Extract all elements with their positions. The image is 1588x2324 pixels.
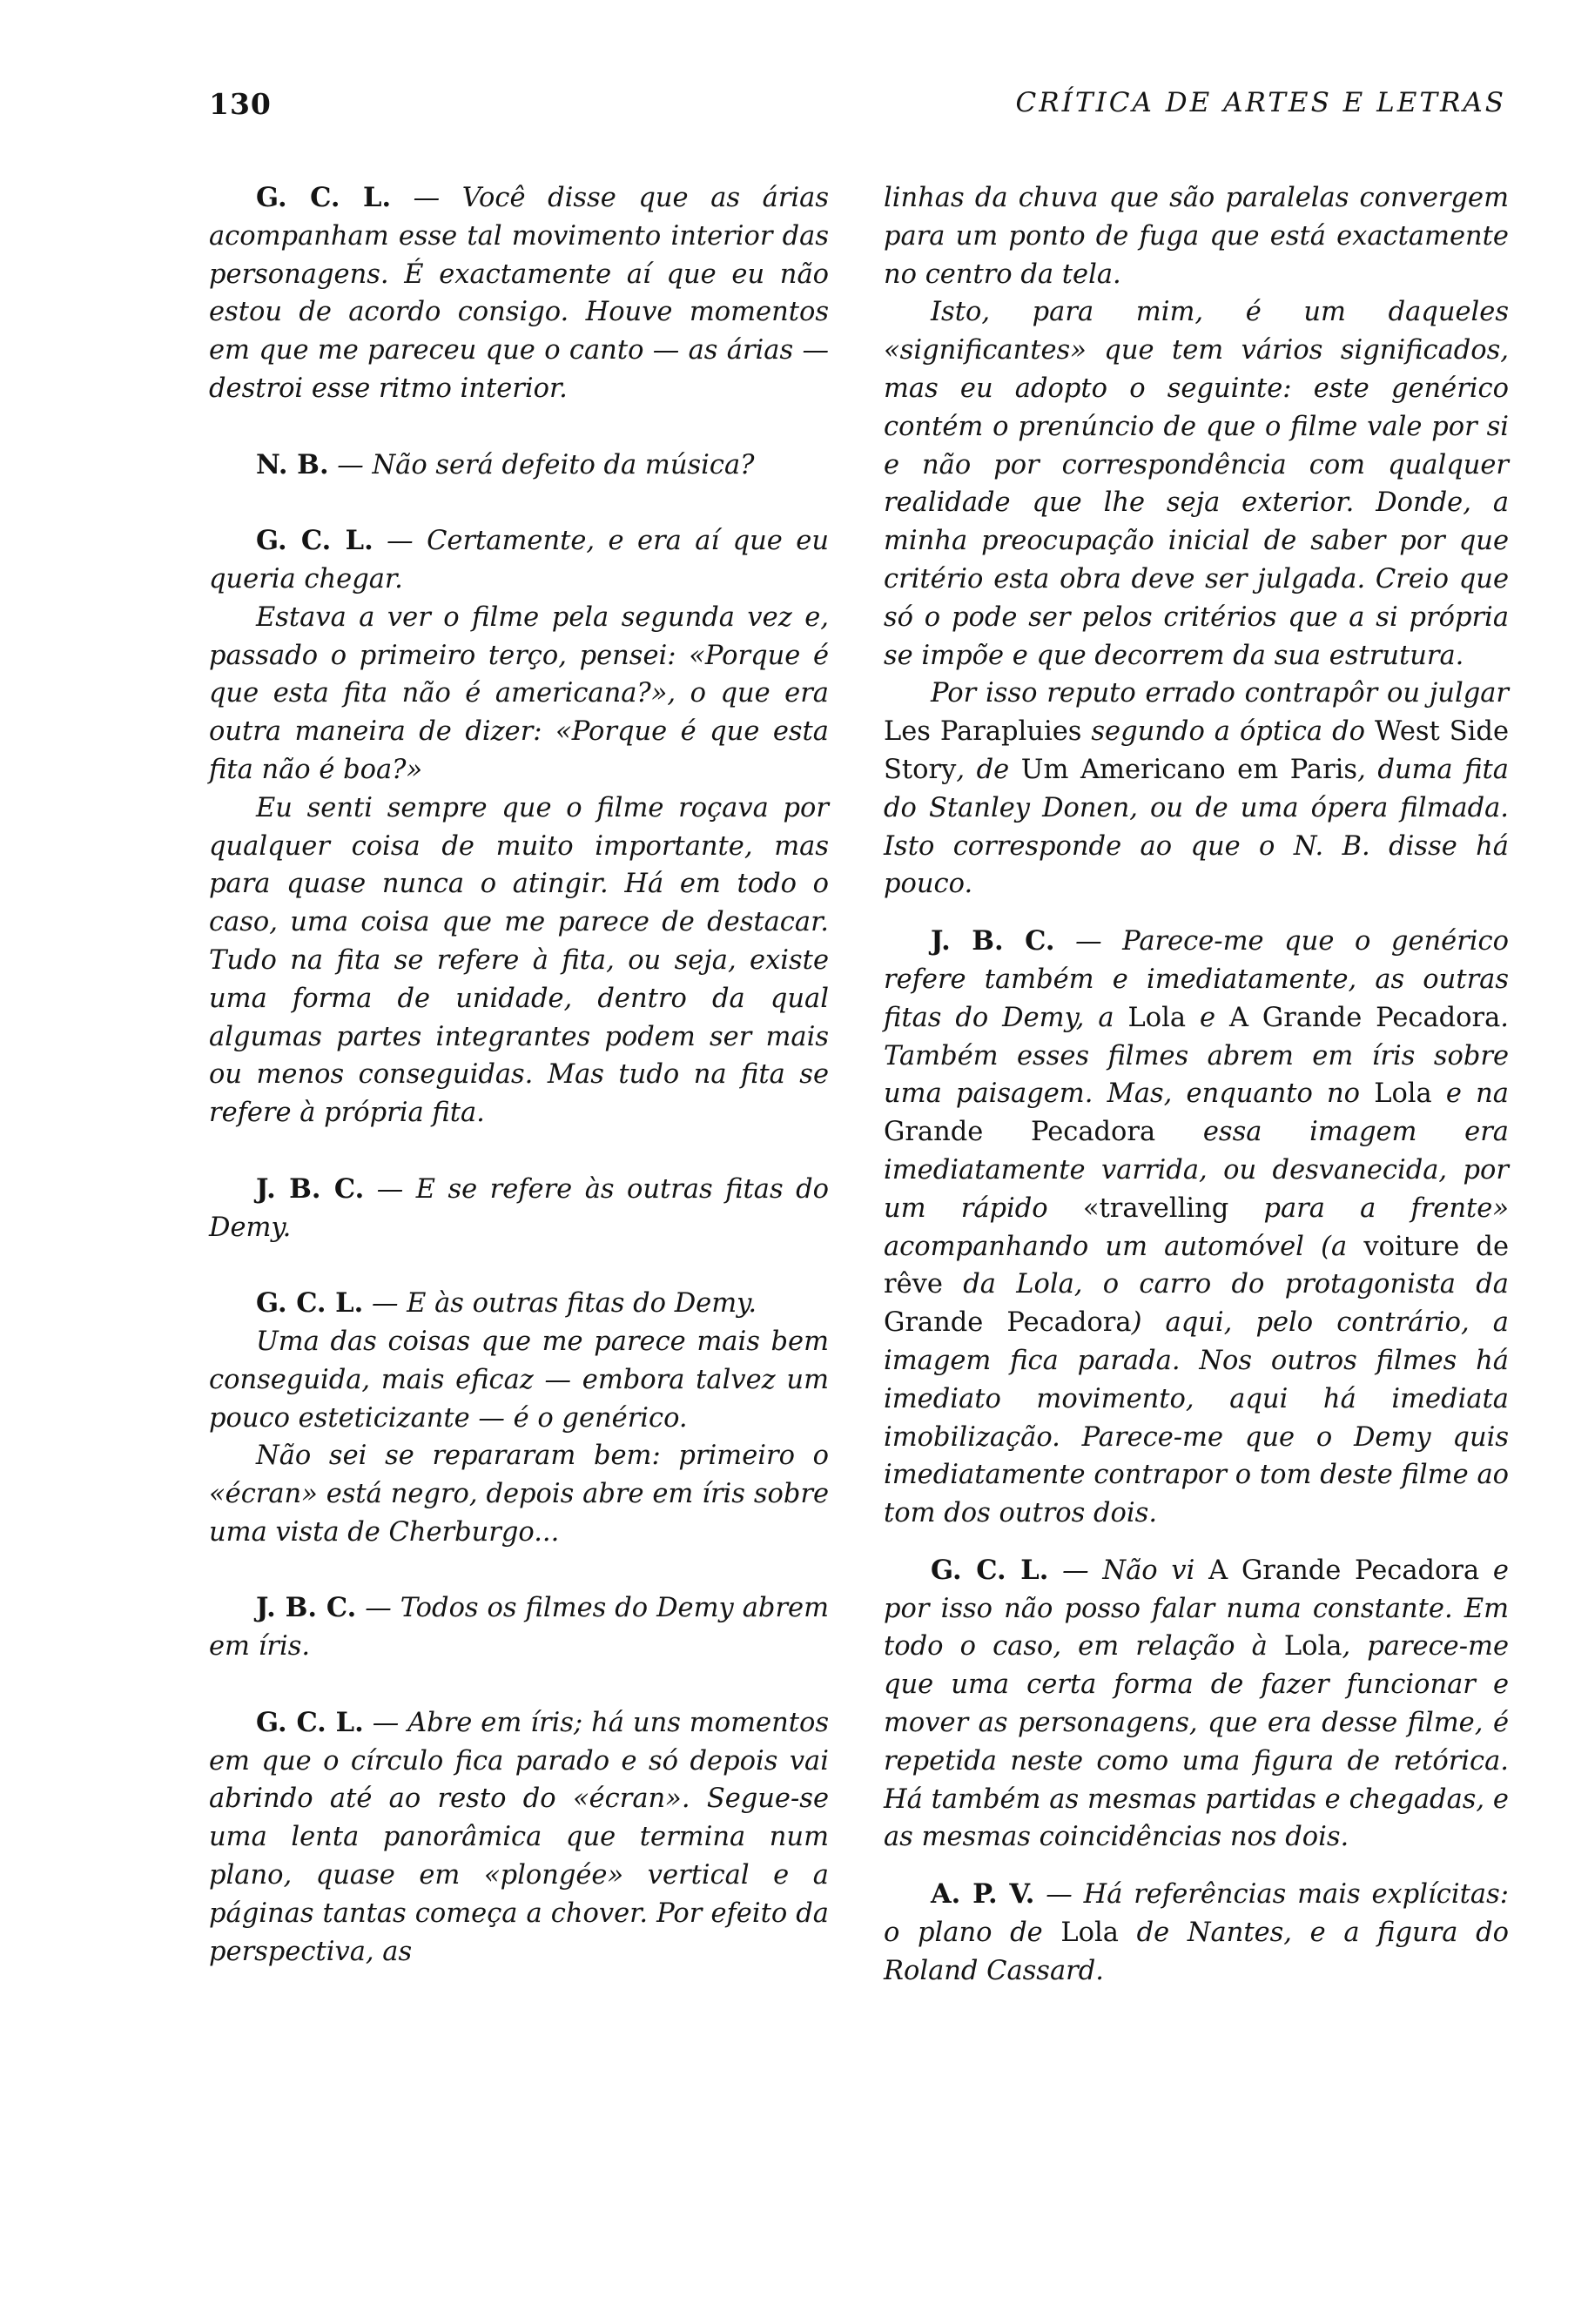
dialogue-paragraph	[209, 179, 829, 408]
paragraph-text: da Lola, o carro do protagonista da	[942, 1269, 1509, 1300]
paragraph-text: — Não vi	[1048, 1555, 1209, 1586]
speaker-initials: J. B. C.	[931, 925, 1055, 957]
paragraph-text: — E às outras fitas do Demy.	[363, 1288, 757, 1320]
film-title: Lola	[1283, 1631, 1342, 1662]
paragraph-text: . Também esses filmes abrem em íris sobre uma paisagem. Mas, enquanto no	[884, 1002, 1509, 1110]
dialogue-paragraph	[884, 293, 1509, 675]
speaker-initials: G. C. L.	[931, 1554, 1049, 1586]
speaker-initials: G. C. L.	[256, 182, 392, 213]
running-title: CRÍTICA DE ARTES E LETRAS	[1015, 87, 1506, 118]
dialogue-paragraph	[884, 1876, 1509, 1990]
right-column	[884, 179, 1509, 1991]
dialogue-paragraph	[209, 1285, 829, 1323]
film-title: A Grande Pecadora	[1228, 1002, 1501, 1033]
paragraph-text: , de	[956, 754, 1021, 785]
dialogue-paragraph	[209, 1704, 829, 1971]
paragraph-text: ) aqui, pelo contrário, a imagem fica parada. Nos outros filmes há imediato movimento, aqui há imediata imobilização. Parece-me que o Demy quis imediatamente contrapor o tom deste filme ao tom dos outros dois.	[884, 1307, 1509, 1529]
speaker-initials: G. C. L.	[256, 525, 373, 557]
paragraph-text: e por isso não posso falar numa constante. Em todo o caso, em relação à	[884, 1555, 1509, 1662]
film-title: Um Americano em Paris	[1020, 754, 1358, 785]
dialogue-paragraph	[209, 1589, 829, 1666]
dialogue-paragraph	[884, 675, 1509, 903]
paragraph-text: — Não será defeito da música?	[328, 449, 755, 480]
paragraph-text: — Certamente, e era aí que eu queria chegar.	[209, 526, 829, 594]
paragraph-text: Uma das coisas que me parece mais bem conseguida, mais eficaz — embora talvez um pouco esteticizante — é o genérico.	[209, 1326, 829, 1434]
paragraph-text: — Parece-me que o genérico refere também e imediatamente, as outras fitas do Demy, a	[884, 926, 1509, 1033]
paragraph-text: — Abre em íris; há uns momentos em que o círculo fica parado e só depois vai abrindo até ao resto do «écran». Segue-se uma lenta panorâmica que termina num plano, quase em «plongée» vertical e a páginas tantas começa a chover. Por efeito da perspectiva, as	[209, 1707, 829, 1967]
film-title: Lola	[1060, 1918, 1119, 1949]
paragraph-text: — Você disse que as árias acompanham esse tal movimento interior das personagens. É exactamente aí que eu não estou de acordo consigo. Houve momentos em que me pareceu que o canto — as árias — destroi esse ritmo interior.	[209, 183, 829, 404]
paragraph-text: , parece-me que uma certa forma de fazer funcionar e mover as personagens, que era desse filme, é repetida neste como uma figura de retórica. Há também as mesmas partidas e chegadas, e as mesmas coincidências nos dois.	[884, 1631, 1509, 1853]
paragraph-text: essa imagem era imediatamente varrida, ou desvanecida, por um rápido	[884, 1117, 1509, 1224]
paragraph-text: Isto, para mim, é um daqueles «significantes» que tem vários significados, mas eu adopto o seguinte: este genérico contém o prenúncio de que o filme vale por si e não por correspondência com qualquer realidade que lhe seja exterior. Donde, a minha preocupação inicial de saber por que critério esta obra deve ser julgada. Creio que só o pode ser pelos critérios que a si própria se impõe e que decorrem da sua estrutura.	[884, 297, 1509, 671]
paragraph-text: linhas da chuva que são paralelas convergem para um ponto de fuga que está exactamente no centro da tela.	[884, 183, 1509, 290]
left-column	[209, 179, 829, 1971]
speaker-initials: N. B.	[256, 448, 329, 480]
speaker-initials: A. P. V.	[931, 1878, 1035, 1911]
paragraph-text: Por isso reputo errado contrapôr ou julgar	[931, 678, 1509, 709]
film-title: A Grande Pecadora	[1208, 1555, 1480, 1586]
dialogue-paragraph	[209, 447, 829, 485]
film-title: Lola	[1374, 1078, 1432, 1110]
speaker-initials: G. C. L.	[256, 1706, 364, 1738]
paragraph-text: e na	[1431, 1078, 1509, 1110]
dialogue-paragraph	[209, 522, 829, 599]
paragraph-text: segundo a óptica do	[1081, 716, 1375, 748]
page-number: 130	[209, 87, 272, 121]
paragraph-text: Estava a ver o filme pela segunda vez e, passado o primeiro terço, pensei: «Porque é que esta fita não é americana?», o que era outra maneira de dizer: «Porque é que esta fita não é boa?»	[209, 601, 829, 785]
film-title: Grande Pecadora	[884, 1307, 1132, 1339]
film-title: Les Parapluies	[884, 716, 1082, 748]
paragraph-text: e	[1186, 1002, 1229, 1033]
paragraph-text: , duma fita do Stanley Donen, ou de uma ópera filmada. Isto corresponde ao que o N. B. disse há pouco.	[884, 754, 1509, 900]
speaker-initials: J. B. C.	[256, 1172, 365, 1205]
film-title: West Side Story	[884, 716, 1509, 785]
dialogue-paragraph	[884, 179, 1509, 293]
foreign-term: «travelling	[1082, 1192, 1229, 1224]
paragraph-text: Não sei se repararam bem: primeiro o «écran» está negro, depois abre em íris sobre uma vista de Cherburgo...	[209, 1441, 829, 1548]
dialogue-paragraph	[209, 789, 829, 1132]
dialogue-paragraph	[884, 923, 1509, 1533]
speaker-initials: J. B. C.	[256, 1592, 357, 1624]
paragraph-text: para a frente» acompanhando um automóvel (a	[884, 1192, 1509, 1262]
film-title: Grande Pecadora	[884, 1117, 1156, 1148]
paragraph-text: de Nantes, e a figura do Roland Cassard.	[884, 1918, 1509, 1986]
paragraph-text: — Todos os filmes do Demy abrem em íris.	[209, 1593, 829, 1662]
dialogue-paragraph	[209, 1171, 829, 1247]
film-title: Lola	[1127, 1002, 1187, 1033]
foreign-term: voiture de rêve	[884, 1231, 1509, 1300]
dialogue-paragraph	[209, 1437, 829, 1551]
paragraph-text: — E se refere às outras fitas do Demy.	[209, 1173, 829, 1243]
paragraph-text: Eu senti sempre que o filme roçava por qualquer coisa de muito importante, mas para quase nunca o atingir. Há em todo o caso, uma coisa que me parece de destacar. Tudo na fita se refere à fita, ou seja, existe uma forma de unidade, dentro da qual algumas partes integrantes podem ser mais ou menos conseguidas. Mas tudo na fita se refere à própria fita.	[209, 792, 829, 1129]
speaker-initials: G. C. L.	[256, 1287, 364, 1320]
paragraph-text: — Há referências mais explícitas: o plano de	[884, 1879, 1509, 1949]
dialogue-paragraph	[209, 599, 829, 789]
dialogue-paragraph	[884, 1552, 1509, 1857]
dialogue-paragraph	[209, 1323, 829, 1437]
page-header	[209, 87, 1506, 131]
